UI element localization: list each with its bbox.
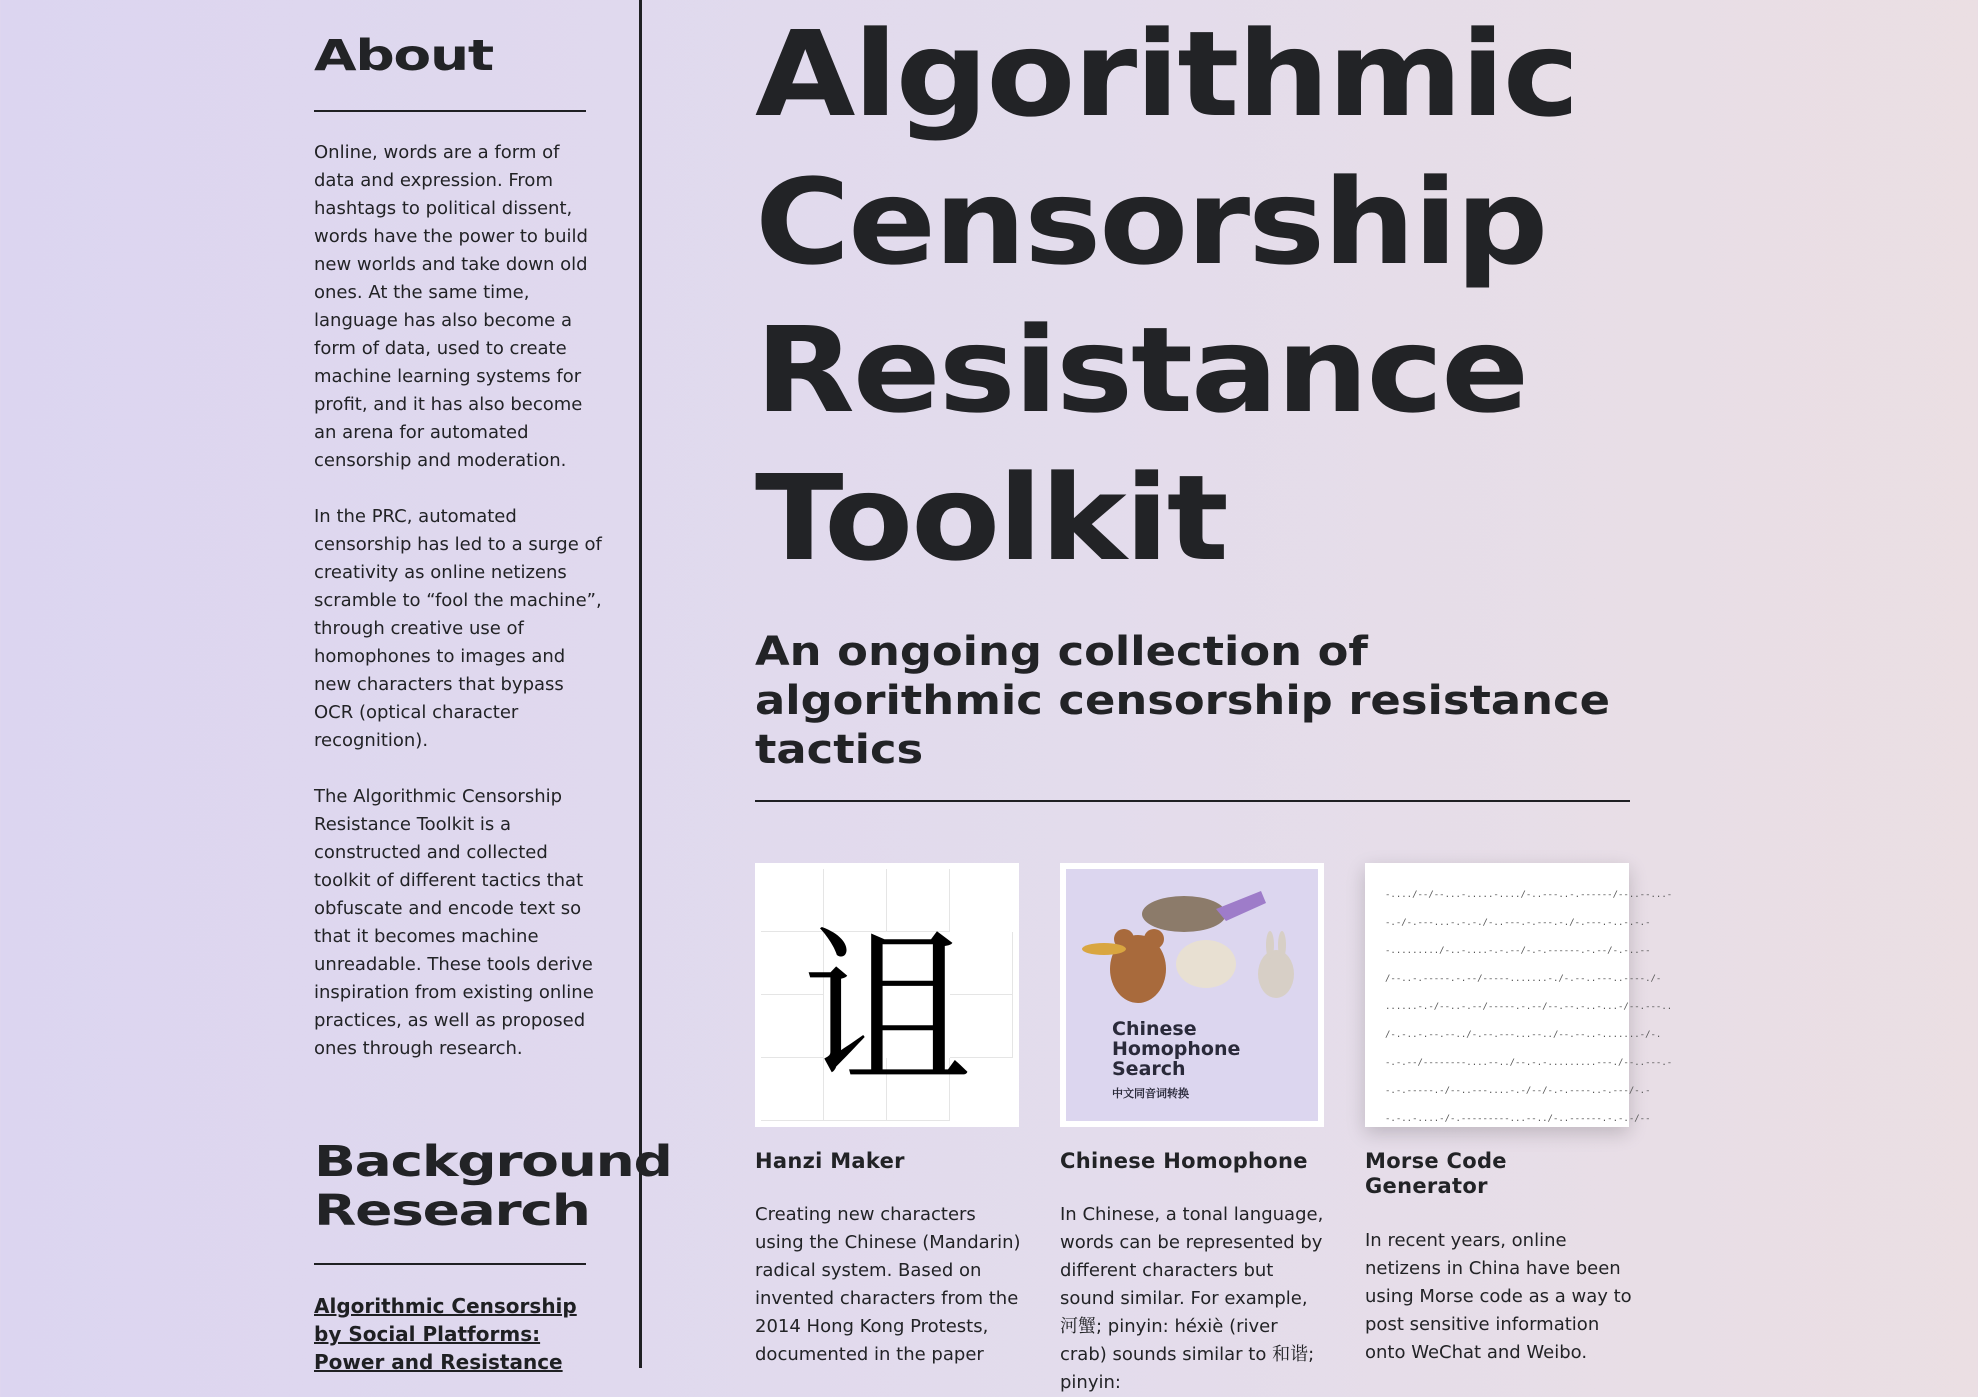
title-line-3: Resistance	[755, 301, 1528, 439]
chinese-homophone-image[interactable]	[1060, 863, 1324, 1127]
morse-line: /-.-..-.--.--../-.--.---...--../--.--..-.......-/-.	[1385, 1030, 1662, 1040]
morse-line: -.-/-.---...-.-.-./-..---.-.---.-./-.---.-..-.-.-	[1385, 918, 1651, 928]
card-chinese-homophone[interactable]	[1060, 863, 1325, 1393]
subtitle-line-1: An ongoing collection of	[755, 629, 1368, 675]
background-heading-line-2: Research	[314, 1186, 590, 1237]
morse-line: /--..-.-----.-.--/-----.......-./-.--..---..----./-	[1385, 974, 1662, 984]
main-divider	[755, 800, 1630, 802]
morse-code-image[interactable]	[1365, 863, 1673, 1127]
morse-code-lines	[1385, 881, 1673, 1133]
tool-shape	[1216, 891, 1266, 921]
card-morse-code-generator[interactable]	[1365, 863, 1673, 1363]
hanzi-maker-image[interactable]	[755, 863, 1019, 1127]
background-divider	[314, 1263, 586, 1265]
bear-ear	[1144, 929, 1164, 949]
rabbit-shape	[1258, 950, 1294, 998]
research-link[interactable]: Algorithmic Censorship by Social Platforms: Power and Resistance	[314, 1294, 577, 1374]
page-title	[755, 0, 1578, 592]
morse-code-title[interactable]	[1365, 1149, 1507, 1199]
background-heading-line-1: Background	[314, 1137, 672, 1187]
about-paragraph-2: In the PRC, automated censorship has led to a surge of creativity as online netizens scramble to “fool the machine”, through creative use of homophones to images and new characters that bypass OCR (optical character recognition).	[314, 506, 602, 751]
about-divider	[314, 110, 586, 112]
homophone-label-line-2: Homophone	[1112, 1038, 1241, 1060]
hanzi-maker-description: Creating new characters using the Chinese (Mandarin) radical system. Based on invented characters from the 2014 Hong Kong Protests, documented in the paper	[755, 1204, 1021, 1365]
morse-line: -..../--/--...-.....-..../-..---..-.------/--..--...-	[1385, 890, 1673, 900]
morse-line: -.-.-----.-/--..---....-.-/--/-.-.----..-.---/-.-	[1385, 1086, 1651, 1096]
rabbit-ear	[1266, 931, 1274, 959]
morse-line: -.-.--/--------....--../--.-.-.........---./--..---.-	[1385, 1058, 1673, 1068]
about-heading: About	[314, 31, 493, 81]
sidebar	[0, 0, 672, 1374]
morse-line: ......-.-/--..-.--/-----.-.--/--.--.-..-...-/--.---..	[1385, 1002, 1673, 1012]
chinese-homophone-description: In Chinese, a tonal language, words can be represented by different characters but sound similar. For example, 河蟹; pinyin: héxiè (river crab) sounds similar to 和谐; pinyin:	[1060, 1204, 1324, 1393]
page-subtitle	[755, 628, 1615, 775]
crab-shape	[1142, 896, 1226, 932]
background-research-heading	[314, 1138, 698, 1237]
title-line-1: Algorithmic	[755, 5, 1578, 143]
spoon-shape	[1082, 943, 1126, 955]
hanzi-maker-title[interactable]: Hanzi Maker	[755, 1149, 905, 1173]
about-paragraph-3: The Algorithmic Censorship Resistance Toolkit is a constructed and collected toolkit of different tactics that obfuscate and encode text so that it becomes machine unreadable. These tools derive inspiration from existing online practices, as well as proposed ones through research.	[314, 786, 594, 1059]
card-hanzi-maker[interactable]	[755, 863, 1021, 1365]
about-paragraph-1: Online, words are a form of data and expression. From hashtags to political dissent, words have the power to build new worlds and take down old ones. At the same time, language has also become a form of data, used to create machine learning systems for profit, and it has also become an arena for automated censorship and moderation.	[314, 142, 588, 471]
title-line-4: Toolkit	[755, 449, 1227, 587]
homophone-image-sublabel: 中文同音词转换	[1112, 1087, 1189, 1100]
morse-line: -.-..-....-/-.---------...--../-..------.-.-.-/--	[1385, 1114, 1651, 1124]
homophone-label-line-1: Chinese	[1112, 1018, 1197, 1040]
chinese-homophone-title[interactable]: Chinese Homophone	[1060, 1149, 1308, 1173]
homophone-image-label	[1112, 1019, 1240, 1079]
title-line-2: Censorship	[755, 153, 1547, 291]
morse-line: -........./-..-....-.-.--/-.-.------.-.--/-.-..--	[1385, 946, 1651, 956]
subtitle-line-3: tactics	[755, 727, 924, 773]
homophone-label-line-3: Search	[1112, 1058, 1186, 1080]
hanzi-character: 诅	[801, 911, 972, 1110]
morse-title-line-1: Morse Code	[1365, 1149, 1507, 1173]
homophone-collage-illustration	[1066, 869, 1318, 1019]
shell-shape	[1176, 940, 1236, 988]
morse-title-line-2: Generator	[1365, 1174, 1488, 1198]
rabbit-ear	[1278, 931, 1286, 959]
morse-code-description: In recent years, online netizens in China have been using Morse code as a way to post sensitive information onto WeChat and Weibo.	[1365, 1230, 1632, 1363]
subtitle-line-2: algorithmic censorship resistance	[755, 678, 1610, 724]
